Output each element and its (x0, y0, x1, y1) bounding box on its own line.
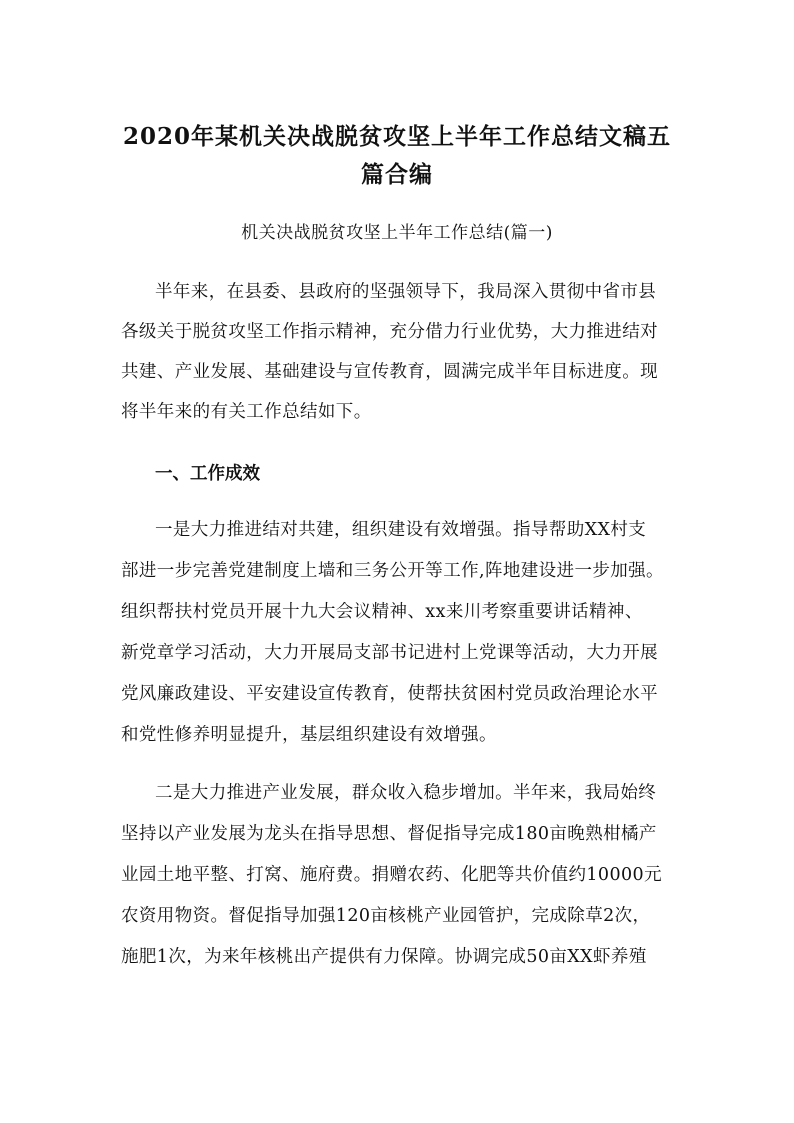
intro-line: 将半年来的有关工作总结如下。 (121, 402, 372, 422)
para1-line: 部进一步完善党建制度上墙和三务公开等工作,阵地建设进一步加强。 (121, 561, 664, 581)
para1-line: 党风廉政建设、平安建设宣传教育，使帮扶贫困村党员政治理论水平 (121, 684, 658, 704)
para2-line: 施肥1次，为来年核桃出产提供有力保障。协调完成50亩XX虾养殖 (121, 947, 647, 967)
para1-line: 和党性修养明显提升，基层组织建设有效增强。 (121, 725, 497, 745)
intro-line: 共建、产业发展、基础建设与宣传教育，圆满完成半年目标进度。现 (121, 362, 658, 382)
intro-line: 半年来，在县委、县政府的坚强领导下，我局深入贯彻中省市县 (155, 282, 657, 302)
para2-line: 坚持以产业发展为龙头在指导思想、督促指导完成180亩晚熟柑橘产 (121, 824, 657, 844)
para2-line: 业园土地平整、打窝、施府费。捐赠农药、化肥等共价值约10000元 (121, 865, 662, 885)
document-title-line-1: 2020年某机关决战脱贫攻坚上半年工作总结文稿五 (122, 123, 671, 150)
para1-line: 组织帮扶村党员开展十九大会议精神、xx来川考察重要讲话精神、 (121, 602, 643, 622)
section-subtitle: 机关决战脱贫攻坚上半年工作总结(篇一) (241, 223, 553, 243)
section-heading: 一、工作成效 (155, 464, 260, 484)
para1-line: 一是大力推进结对共建，组织建设有效增强。指导帮助XX村支 (155, 520, 647, 540)
para1-line: 新党章学习活动，大力开展局支部书记进村上党课等活动，大力开展 (121, 643, 658, 663)
para2-line: 农资用物资。督促指导加强120亩核桃产业园管护，完成除草2次， (121, 906, 651, 926)
intro-line: 各级关于脱贫攻坚工作指示精神，充分借力行业优势，大力推进结对 (121, 322, 658, 342)
document-title-line-2: 篇合编 (361, 161, 433, 188)
para2-line: 二是大力推进产业发展，群众收入稳步增加。半年来，我局始终 (155, 783, 657, 803)
